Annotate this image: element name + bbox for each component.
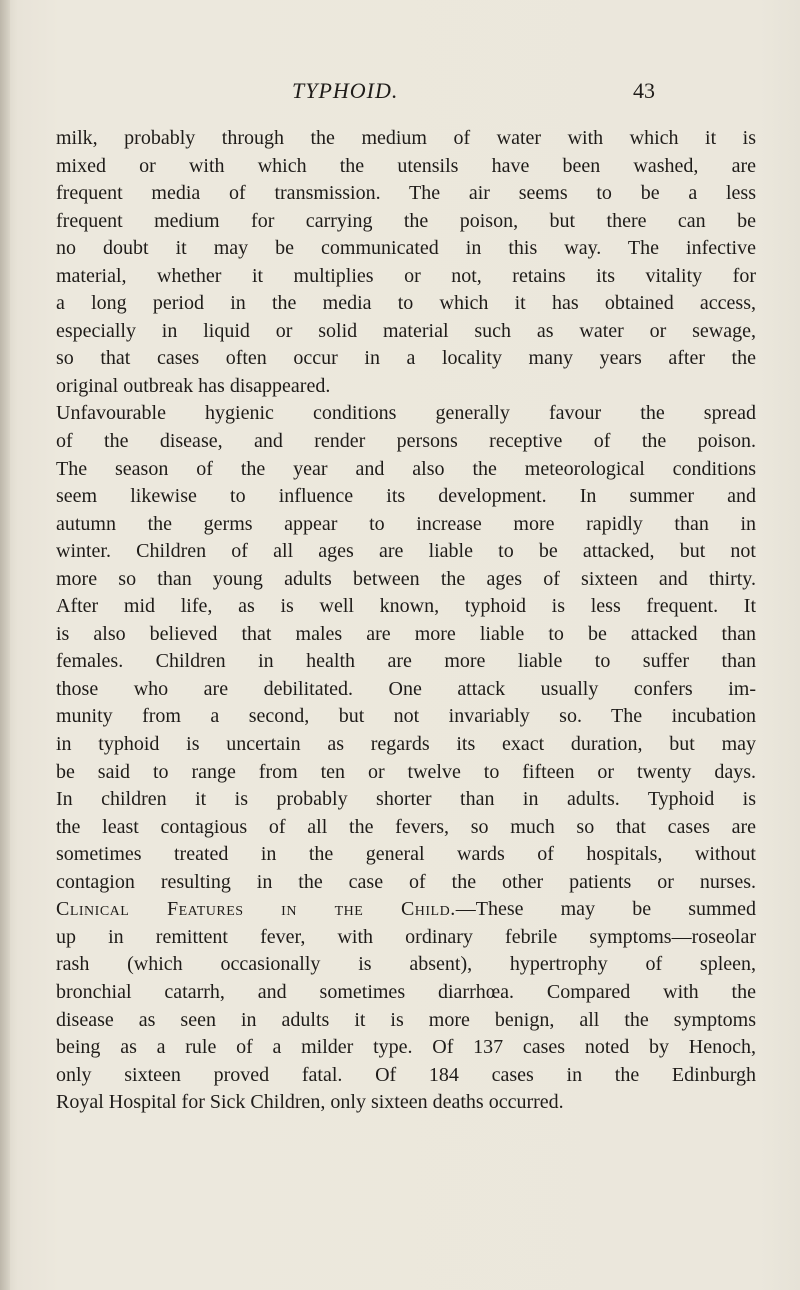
- page-spine-shadow: [0, 0, 10, 1290]
- text-line: those who are debilitated. One attack usually confers im-: [56, 677, 756, 700]
- text-line: no doubt it may be communicated in this way. The infective: [56, 237, 756, 260]
- text-line: being as a rule of a milder type. Of 137 cases noted by Henoch,: [56, 1036, 756, 1059]
- text-line: Unfavourable hygienic conditions generally favour the spread: [56, 402, 756, 425]
- text-line: material, whether it multiplies or not, retains its vitality for: [56, 264, 756, 287]
- text-line: original outbreak has disappeared.: [56, 374, 331, 397]
- text-line: especially in liquid or solid material such as water or sewage,: [56, 319, 756, 342]
- section-heading: Clinical Features in the Child.: [56, 898, 456, 921]
- body-text: [56, 125, 756, 1117]
- text-line: mixed or with which the utensils have been washed, are: [56, 154, 756, 177]
- text-line: The season of the year and also the meteorological conditions: [56, 457, 756, 480]
- page-number: 43: [633, 78, 655, 103]
- text-line: is also believed that males are more liable to be attacked than: [56, 622, 756, 645]
- text-line: a long period in the media to which it has obtained access,: [56, 292, 756, 315]
- text-line: of the disease, and render persons receptive of the poison.: [56, 430, 756, 453]
- text-line: females. Children in health are more liable to suffer than: [56, 650, 756, 673]
- text-line: Royal Hospital for Sick Children, only sixteen deaths occurred.: [56, 1091, 564, 1114]
- text-line: only sixteen proved fatal. Of 184 cases in the Edinburgh: [56, 1063, 756, 1086]
- text-line: bronchial catarrh, and sometimes diarrhœa. Compared with the: [56, 980, 756, 1003]
- text-line: milk, probably through the medium of water with which it is: [56, 127, 756, 149]
- text-line: winter. Children of all ages are liable to be attacked, but not: [56, 540, 756, 563]
- text-line: After mid life, as is well known, typhoid is less frequent. It: [56, 595, 756, 618]
- text-line: so that cases often occur in a locality many years after the: [56, 347, 756, 370]
- text-line: sometimes treated in the general wards of hospitals, without: [56, 843, 756, 866]
- text-line: frequent medium for carrying the poison, but there can be: [56, 209, 756, 232]
- section-heading-continuation: —These may be summed: [455, 898, 756, 921]
- text-line: more so than young adults between the ages of sixteen and thirty.: [56, 567, 756, 590]
- text-line: contagion resulting in the case of the other patients or nurses.: [56, 870, 756, 893]
- text-line: In children it is probably shorter than in adults. Typhoid is: [56, 788, 756, 811]
- text-line: seem likewise to influence its development. In summer and: [56, 485, 756, 508]
- text-line: munity from a second, but not invariably so. The incubation: [56, 705, 756, 728]
- text-line: be said to range from ten or twelve to fifteen or twenty days.: [56, 760, 756, 783]
- text-line: autumn the germs appear to increase more rapidly than in: [56, 512, 756, 535]
- text-line: up in remittent fever, with ordinary febrile symptoms—roseolar: [56, 925, 756, 948]
- text-line: rash (which occasionally is absent), hypertrophy of spleen,: [56, 953, 756, 976]
- section-heading-line: [56, 896, 756, 924]
- text-line: in typhoid is uncertain as regards its exact duration, but may: [56, 733, 756, 756]
- page-header: [0, 78, 800, 104]
- text-line: the least contagious of all the fevers, so much so that cases are: [56, 815, 756, 838]
- text-line: disease as seen in adults it is more benign, all the symptoms: [56, 1008, 756, 1031]
- running-head: TYPHOID.: [292, 78, 399, 103]
- text-line: frequent media of transmission. The air seems to be a less: [56, 182, 756, 205]
